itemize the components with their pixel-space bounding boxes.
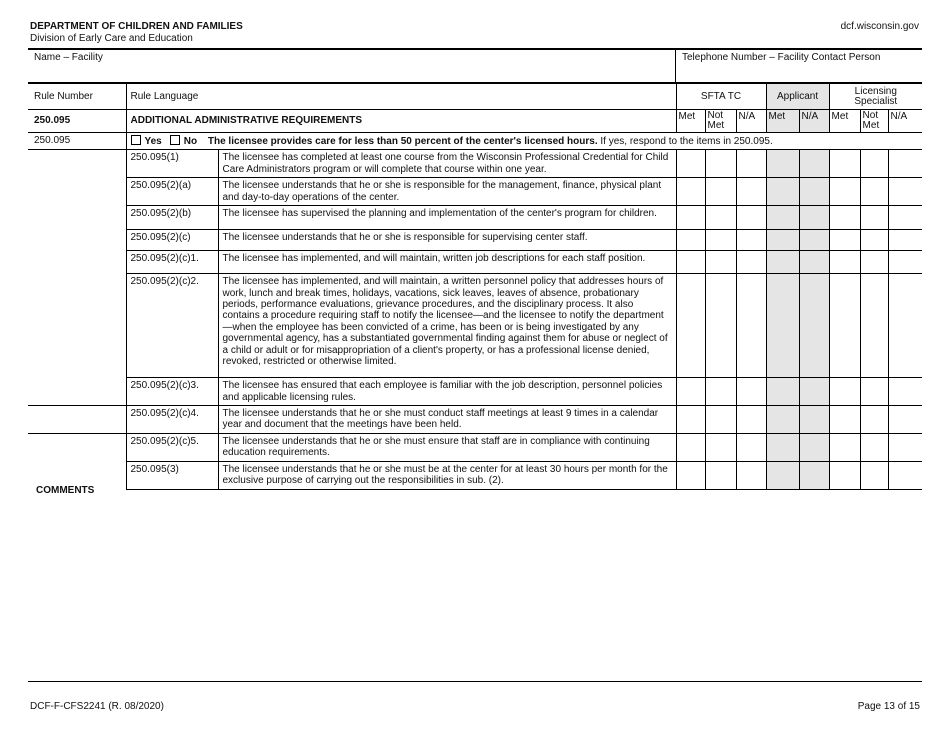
section-number: 250.095	[28, 110, 126, 133]
applicant-met-cell[interactable]	[766, 461, 799, 489]
division-name: Division of Early Care and Education	[30, 33, 193, 44]
sfta-not-met-cell[interactable]	[705, 230, 736, 251]
licensing-na-cell[interactable]	[888, 150, 922, 178]
sfta-not-met-cell[interactable]	[705, 461, 736, 489]
section-title: ADDITIONAL ADMINISTRATIVE REQUIREMENTS	[126, 110, 676, 133]
table-row	[28, 378, 922, 406]
table-row	[28, 251, 922, 274]
sfta-not-met-cell[interactable]	[705, 251, 736, 274]
sfta-not-met-cell[interactable]	[705, 178, 736, 206]
department-name: DEPARTMENT OF CHILDREN AND FAMILIES	[30, 21, 243, 32]
sfta-not-met-cell[interactable]	[705, 206, 736, 230]
licensing-met-cell[interactable]	[829, 378, 860, 406]
table-row	[28, 178, 922, 206]
rule-number: 250.095(2)(a)	[126, 178, 218, 206]
sfta-met-cell[interactable]	[676, 434, 705, 462]
licensing-not-met-cell[interactable]	[860, 251, 888, 274]
applicant-na-cell[interactable]	[799, 378, 829, 406]
sfta-header: SFTA TC	[676, 84, 766, 110]
applicant-na-header: N/A	[799, 110, 829, 133]
licensing-met-cell[interactable]	[829, 274, 860, 378]
yes-checkbox[interactable]	[131, 135, 141, 145]
sfta-met-cell[interactable]	[676, 251, 705, 274]
rule-number-spacer	[28, 178, 126, 206]
rule-number-spacer	[28, 230, 126, 251]
page-header	[30, 21, 243, 45]
rule-number: 250.095(2)(c)5.	[126, 434, 218, 462]
question-instruction: If yes, respond to the items in 250.095.	[597, 136, 773, 147]
table-row	[28, 150, 922, 178]
section-row	[28, 110, 922, 133]
licensing-not-met-cell[interactable]	[860, 178, 888, 206]
applicant-na-cell[interactable]	[799, 230, 829, 251]
no-label: No	[183, 136, 198, 147]
licensing-met-cell[interactable]	[829, 251, 860, 274]
rule-language: The licensee has completed at least one course from the Wisconsin Professional Credential for Child Care Administrators program or will complete that course within one year.	[218, 150, 676, 178]
rule-number: 250.095(3)	[126, 461, 218, 489]
rule-number-spacer	[28, 434, 126, 462]
table-row	[28, 406, 922, 434]
licensing-met-cell[interactable]	[829, 150, 860, 178]
page-number: Page 13 of 15	[857, 701, 920, 712]
licensing-not-met-cell[interactable]	[860, 150, 888, 178]
rules-table	[28, 83, 922, 490]
rule-language: The licensee understands that he or she must ensure that staff are in compliance with continuing education requirements.	[218, 434, 676, 462]
applicant-met-cell[interactable]	[766, 274, 799, 378]
rule-language: The licensee has implemented, and will maintain, a written personnel policy that addresses hours of work, lunch and break times, holidays, vacations, sick leaves, leaves of absence, probationary periods, performance evaluations, grievance procedures, and the disciplinary process. It also contains a procedure requiring staff to notify the licensee—and the licensee to notify the department—when the employee has been convicted of a crime, has been or is being investigated by any governmental agency, has a substantiated governmental finding against them for abuse or neglect of a child or adult or for misappropriation of a client's property, or has a professional license denied, revoked, restricted or otherwise limited.	[218, 274, 676, 378]
applicant-met-cell[interactable]	[766, 150, 799, 178]
question-rule-number: 250.095	[28, 133, 126, 150]
rule-number: 250.095(2)(c)2.	[126, 274, 218, 378]
rule-language-header: Rule Language	[126, 84, 676, 110]
sfta-not-met-cell[interactable]	[705, 274, 736, 378]
footer-rule	[28, 681, 922, 682]
sfta-met-header: Met	[676, 110, 705, 133]
licensing-na-header: N/A	[888, 110, 922, 133]
table-row	[28, 461, 922, 489]
licensing-not-met-cell[interactable]	[860, 274, 888, 378]
licensing-not-met-cell[interactable]	[860, 406, 888, 434]
sfta-na-cell[interactable]	[736, 406, 766, 434]
licensing-na-cell[interactable]	[888, 274, 922, 378]
rule-language: The licensee understands that he or she must conduct staff meetings at least 9 times in a calendar year and document that the meetings have been held.	[218, 406, 676, 434]
licensing-na-cell[interactable]	[888, 206, 922, 230]
sfta-not-met-cell[interactable]	[705, 406, 736, 434]
applicant-met-cell[interactable]	[766, 206, 799, 230]
applicant-met-cell[interactable]	[766, 434, 799, 462]
question-cell	[126, 133, 922, 150]
licensing-not-met-header: Not Met	[860, 110, 888, 133]
applicant-met-header: Met	[766, 110, 799, 133]
sfta-met-cell[interactable]	[676, 178, 705, 206]
rule-number: 250.095(2)(c)1.	[126, 251, 218, 274]
licensing-na-cell[interactable]	[888, 251, 922, 274]
sfta-na-cell[interactable]	[736, 274, 766, 378]
applicant-met-cell[interactable]	[766, 406, 799, 434]
rule-language: The licensee has supervised the planning and implementation of the center's program for children.	[218, 206, 676, 230]
table-row	[28, 434, 922, 462]
yes-label: Yes	[144, 136, 162, 147]
question-text: The licensee provides care for less than 50 percent of the center's licensed hours.	[207, 136, 598, 147]
licensing-met-cell[interactable]	[829, 230, 860, 251]
rule-number-spacer	[28, 406, 126, 434]
no-checkbox[interactable]	[170, 135, 180, 145]
sfta-not-met-cell[interactable]	[705, 378, 736, 406]
licensing-not-met-cell[interactable]	[860, 206, 888, 230]
rule-number-spacer	[28, 378, 126, 406]
applicant-met-cell[interactable]	[766, 178, 799, 206]
rule-number-header: Rule Number	[28, 84, 126, 110]
applicant-na-cell[interactable]	[799, 406, 829, 434]
rule-number: 250.095(2)(c)4.	[126, 406, 218, 434]
applicant-na-cell[interactable]	[799, 150, 829, 178]
sfta-na-cell[interactable]	[736, 206, 766, 230]
applicant-na-cell[interactable]	[799, 206, 829, 230]
sfta-na-cell[interactable]	[736, 150, 766, 178]
licensing-met-cell[interactable]	[829, 206, 860, 230]
sfta-met-cell[interactable]	[676, 150, 705, 178]
sfta-not-met-header: Not Met	[705, 110, 736, 133]
sfta-not-met-cell[interactable]	[705, 150, 736, 178]
facility-name-label: Name – Facility	[34, 52, 103, 63]
sfta-na-cell[interactable]	[736, 178, 766, 206]
licensing-na-cell[interactable]	[888, 406, 922, 434]
comments-label: COMMENTS	[36, 485, 95, 496]
rule-number: 250.095(2)(c)	[126, 230, 218, 251]
rule-rows	[28, 150, 922, 489]
licensing-not-met-cell[interactable]	[860, 461, 888, 489]
applicant-met-cell[interactable]	[766, 251, 799, 274]
applicant-header: Applicant	[766, 84, 829, 110]
sfta-not-met-cell[interactable]	[705, 434, 736, 462]
applicant-na-cell[interactable]	[799, 434, 829, 462]
licensing-not-met-cell[interactable]	[860, 230, 888, 251]
rule-number: 250.095(2)(b)	[126, 206, 218, 230]
sfta-na-cell[interactable]	[736, 434, 766, 462]
rule-number: 250.095(2)(c)3.	[126, 378, 218, 406]
question-row	[28, 133, 922, 150]
applicant-na-cell[interactable]	[799, 178, 829, 206]
sfta-met-cell[interactable]	[676, 461, 705, 489]
rule-language: The licensee has implemented, and will maintain, written job descriptions for each staff position.	[218, 251, 676, 274]
applicant-met-cell[interactable]	[766, 230, 799, 251]
rule-number-spacer	[28, 206, 126, 230]
licensing-met-cell[interactable]	[829, 178, 860, 206]
sfta-na-cell[interactable]	[736, 378, 766, 406]
rule-language: The licensee understands that he or she must be at the center for at least 30 hours per month for the exclusive purpose of carrying out the responsibilities in sub. (2).	[218, 461, 676, 489]
rule-number-spacer	[28, 251, 126, 274]
sfta-met-cell[interactable]	[676, 406, 705, 434]
licensing-na-cell[interactable]	[888, 178, 922, 206]
licensing-na-cell[interactable]	[888, 378, 922, 406]
facility-row	[28, 50, 922, 83]
licensing-met-cell[interactable]	[829, 461, 860, 489]
facility-phone-field[interactable]	[675, 50, 880, 82]
table-row	[28, 274, 922, 378]
applicant-na-cell[interactable]	[799, 274, 829, 378]
website-link[interactable]: dcf.wisconsin.gov	[840, 21, 919, 32]
licensing-met-header: Met	[829, 110, 860, 133]
licensing-met-cell[interactable]	[829, 406, 860, 434]
table-row	[28, 230, 922, 251]
rule-language: The licensee has ensured that each employee is familiar with the job description, personnel policies and applicable licensing rules.	[218, 378, 676, 406]
sfta-na-header: N/A	[736, 110, 766, 133]
rule-language: The licensee understands that he or she is responsible for the management, finance, physical plant and day-to-day operations of the center.	[218, 178, 676, 206]
applicant-met-cell[interactable]	[766, 378, 799, 406]
applicant-na-cell[interactable]	[799, 251, 829, 274]
licensing-header: Licensing Specialist	[829, 84, 922, 110]
sfta-na-cell[interactable]	[736, 251, 766, 274]
form-number: DCF-F-CFS2241 (R. 08/2020)	[30, 701, 164, 712]
rule-number: 250.095(1)	[126, 150, 218, 178]
sfta-met-cell[interactable]	[676, 274, 705, 378]
table-header-row	[28, 84, 922, 110]
rule-language: The licensee understands that he or she is responsible for supervising center staff.	[218, 230, 676, 251]
sfta-met-cell[interactable]	[676, 230, 705, 251]
sfta-met-cell[interactable]	[676, 206, 705, 230]
sfta-met-cell[interactable]	[676, 378, 705, 406]
rule-number-spacer	[28, 274, 126, 378]
licensing-na-cell[interactable]	[888, 461, 922, 489]
licensing-na-cell[interactable]	[888, 230, 922, 251]
rule-number-spacer	[28, 150, 126, 178]
licensing-met-cell[interactable]	[829, 434, 860, 462]
licensing-na-cell[interactable]	[888, 434, 922, 462]
table-row	[28, 206, 922, 230]
sfta-na-cell[interactable]	[736, 230, 766, 251]
licensing-not-met-cell[interactable]	[860, 378, 888, 406]
sfta-na-cell[interactable]	[736, 461, 766, 489]
applicant-na-cell[interactable]	[799, 461, 829, 489]
licensing-not-met-cell[interactable]	[860, 434, 888, 462]
facility-phone-label: Telephone Number – Facility Contact Person	[682, 52, 881, 63]
